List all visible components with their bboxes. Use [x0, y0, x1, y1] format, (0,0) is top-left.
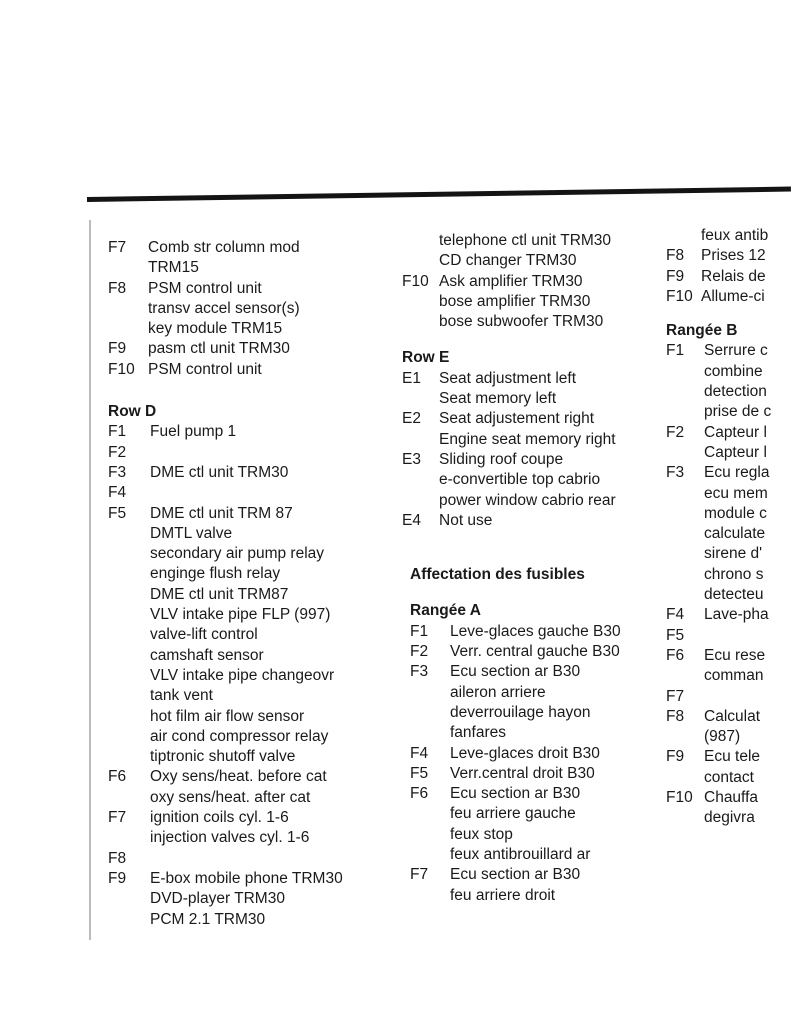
- fuse-list: [402, 369, 652, 531]
- fuse-description-line: aileron arriere: [450, 683, 546, 701]
- fuse-description: [701, 226, 768, 246]
- fuse-entry: [108, 849, 388, 869]
- fuse-description-line: fanfares: [450, 724, 507, 742]
- fuse-code: F10: [402, 272, 429, 290]
- fuse-description-line: sirene d': [704, 545, 763, 563]
- fuse-code: F5: [108, 504, 127, 522]
- fuse-code: [666, 226, 701, 246]
- fuse-description-line: feu arriere droit: [450, 886, 556, 904]
- fuse-description-line: Not use: [439, 511, 493, 529]
- fuse-description-line: Leve-glaces gauche B30: [450, 622, 621, 640]
- fuse-description-line: PCM 2.1 TRM30: [150, 910, 266, 928]
- fuse-description-line: Serrure c: [704, 342, 768, 360]
- fuse-description-line: Verr. central gauche B30: [450, 643, 620, 661]
- fuse-description-line: Ecu rese: [704, 646, 766, 664]
- fuse-description: [701, 246, 766, 266]
- fuse-description-line: PSM control unit: [148, 279, 262, 297]
- row-heading: Row E: [402, 349, 450, 367]
- fuse-description-line: bose amplifier TRM30: [439, 292, 591, 310]
- fuse-code: F5: [410, 764, 429, 782]
- fuse-description-line: Ecu section ar B30: [450, 785, 581, 803]
- fuse-description-line: oxy sens/heat. after cat: [150, 788, 311, 806]
- fuse-entry: [402, 272, 652, 333]
- fuse-description-line: Seat adjustment left: [439, 369, 576, 387]
- fuse-code: F4: [666, 606, 685, 624]
- fuse-description-line: injection valves cyl. 1-6: [150, 829, 310, 847]
- fuse-description-line: telephone ctl unit TRM30: [439, 232, 612, 249]
- fuse-description-line: DME ctl unit TRM87: [150, 585, 289, 603]
- fuse-code: F10: [666, 287, 693, 305]
- fuse-entry: [666, 267, 791, 287]
- fuse-description: [701, 267, 766, 287]
- fuse-description-line: Ecu section ar B30: [450, 663, 581, 681]
- fuse-description: [450, 784, 590, 865]
- fuse-description: [150, 463, 288, 483]
- fuse-entry: [410, 622, 652, 642]
- fuse-description: [450, 764, 595, 784]
- fuse-code: F3: [666, 464, 685, 482]
- fuse-code: F1: [666, 342, 685, 360]
- fuse-code: F8: [666, 247, 685, 265]
- fuse-description-line: Calculat: [704, 707, 760, 725]
- fuse-description: [150, 767, 327, 808]
- fuse-description: [148, 238, 300, 279]
- fuse-description-line: tank vent: [150, 687, 213, 705]
- fuse-entry: [108, 463, 388, 483]
- fuse-description: [150, 504, 334, 768]
- fuse-description-line: air cond compressor relay: [150, 727, 329, 745]
- fuse-description-line: VLV intake pipe FLP (997): [150, 606, 331, 624]
- fuse-description-line: calculate: [704, 525, 766, 543]
- fuse-description: [701, 287, 765, 307]
- fuse-code: E1: [402, 369, 421, 387]
- fuse-entry: [108, 443, 388, 463]
- fuse-description-line: Engine seat memory right: [439, 430, 616, 448]
- fuse-list: [410, 622, 652, 906]
- fuse-entry: [402, 231, 652, 272]
- fuse-description-line: detecteu: [704, 586, 764, 604]
- fuse-description: [148, 339, 290, 359]
- fuse-description: [450, 622, 621, 642]
- fuse-description-line: ecu mem: [704, 484, 768, 502]
- fuse-description-line: feux antibrouillard ar: [450, 846, 591, 864]
- fuse-description-line: Ecu tele: [704, 748, 761, 766]
- fuse-description-line: degivra: [704, 809, 755, 827]
- fuse-entry: [666, 341, 791, 422]
- fuse-description-line: Ecu regla: [704, 464, 770, 482]
- fuse-description-line: E-box mobile phone TRM30: [150, 869, 343, 887]
- fuse-code: F6: [410, 785, 429, 803]
- fuse-description-line: tiptronic shutoff valve: [150, 748, 296, 766]
- fuse-description: [439, 231, 611, 272]
- fuse-code: F9: [108, 340, 127, 358]
- fuse-description-line: detection: [704, 383, 767, 401]
- fuse-description: [148, 360, 262, 380]
- fuse-description-line: Sliding roof coupe: [439, 450, 564, 468]
- fuse-description: [439, 511, 492, 531]
- fuse-entry: [666, 747, 791, 788]
- fuse-description-line: module c: [704, 504, 767, 522]
- fuse-description-line: feux stop: [450, 825, 513, 843]
- fuse-description: [450, 642, 620, 662]
- fuse-entry: [108, 279, 388, 340]
- fuse-description-line: PSM control unit: [148, 360, 262, 378]
- fuse-entry: [108, 339, 388, 359]
- fuse-description-line: Chauffa: [704, 789, 759, 807]
- fuse-code: F8: [108, 279, 127, 297]
- fuse-code: F1: [410, 622, 429, 640]
- fuse-description-line: bose subwoofer TRM30: [439, 313, 604, 331]
- fuse-entry: [666, 605, 791, 625]
- fuse-column-2: [402, 231, 652, 906]
- fuse-description-line: DME ctl unit TRM 87: [150, 504, 293, 522]
- fuse-description-line: TRM15: [148, 259, 199, 277]
- fuse-code: F10: [108, 360, 135, 378]
- fuse-entry: [666, 463, 791, 605]
- fuse-description-line: Comb str column mod: [148, 239, 300, 256]
- fuse-description-line: e-convertible top cabrio: [439, 471, 601, 489]
- fuse-code: E3: [402, 450, 421, 468]
- fuse-description-line: DMTL valve: [150, 524, 233, 542]
- fuse-entry: [108, 869, 388, 930]
- fuse-list: [666, 226, 791, 307]
- fuse-description-line: comman: [704, 667, 764, 685]
- fuse-code: F4: [410, 744, 429, 762]
- fuse-description-line: Seat memory left: [439, 390, 557, 408]
- fuse-entry: [410, 642, 652, 662]
- fuse-description: [704, 646, 765, 687]
- row-heading: Rangée B: [666, 322, 738, 340]
- fuse-description: [439, 409, 616, 450]
- fuse-description-line: Ecu section ar B30: [450, 866, 581, 884]
- fuse-code: F6: [666, 646, 685, 664]
- fuse-description: [150, 869, 343, 930]
- fuse-code: F4: [108, 484, 127, 502]
- fuse-description: [150, 422, 236, 442]
- fuse-description-line: feux antib: [701, 227, 769, 244]
- fuse-description: [704, 605, 769, 625]
- fuse-description-line: Prises 12: [701, 247, 766, 265]
- fuse-description-line: valve-lift control: [150, 626, 258, 644]
- fuse-description-line: secondary air pump relay: [150, 545, 325, 563]
- fuse-description-line: chrono s: [704, 565, 764, 583]
- fuse-description-line: combine: [704, 362, 763, 380]
- fuse-description: [704, 423, 767, 464]
- fuse-description-line: Leve-glaces droit B30: [450, 744, 600, 762]
- fuse-description-line: CD changer TRM30: [439, 252, 577, 270]
- fuse-entry: [402, 409, 652, 450]
- fuse-entry: [410, 865, 652, 906]
- fuse-description: [148, 279, 300, 340]
- fuse-description-line: VLV intake pipe changeovr: [150, 666, 335, 684]
- fuse-code: E4: [402, 511, 421, 529]
- fuse-description-line: DVD-player TRM30: [150, 890, 285, 908]
- row-heading: Rangée A: [410, 602, 481, 620]
- fuse-code: F9: [108, 869, 127, 887]
- fuse-code: E2: [402, 410, 421, 428]
- fuse-code: F5: [666, 626, 685, 644]
- fuse-code: F8: [666, 707, 685, 725]
- fuse-description: [450, 744, 600, 764]
- fuse-list: [402, 231, 652, 332]
- fuse-code: F7: [108, 809, 127, 827]
- fuse-entry: [108, 360, 388, 380]
- fuse-entry: [108, 808, 388, 849]
- fuse-description-line: Verr.central droit B30: [450, 764, 595, 782]
- fuse-description-line: ignition coils cyl. 1-6: [150, 809, 289, 827]
- fuse-code: F2: [108, 443, 127, 461]
- fuse-code: F10: [666, 789, 693, 807]
- fuse-description-line: transv accel sensor(s): [148, 299, 300, 317]
- fuse-code: F6: [108, 768, 127, 786]
- fuse-code: F7: [666, 687, 685, 705]
- fuse-entry: [402, 369, 652, 410]
- fuse-description: [704, 747, 760, 788]
- section-title: Affectation des fusibles: [410, 566, 585, 584]
- fuse-code: F3: [410, 663, 429, 681]
- fuse-description: [439, 369, 576, 410]
- fuse-description-line: feu arriere gauche: [450, 805, 576, 823]
- fuse-column-1: [108, 238, 388, 930]
- fuse-description: [704, 463, 769, 605]
- fuse-entry: [410, 744, 652, 764]
- fuse-list: [666, 341, 791, 828]
- fuse-description-line: power window cabrio rear: [439, 491, 616, 509]
- fuse-description-line: Capteur l: [704, 443, 767, 461]
- fuse-code: F7: [108, 239, 127, 256]
- fuse-code: [402, 231, 439, 272]
- fuse-description-line: (987): [704, 728, 741, 746]
- page-left-edge: [89, 220, 91, 940]
- fuse-entry: [108, 504, 388, 768]
- fuse-code: F1: [108, 423, 127, 441]
- fuse-entry: [410, 784, 652, 865]
- fuse-description-line: Ask amplifier TRM30: [439, 272, 583, 290]
- fuse-description: [704, 788, 758, 829]
- fuse-description-line: hot film air flow sensor: [150, 707, 305, 725]
- fuse-code: F8: [108, 849, 127, 867]
- fuse-description: [450, 865, 580, 906]
- fuse-code: F9: [666, 267, 685, 285]
- fuse-code: F3: [108, 463, 127, 481]
- fuse-entry: [402, 511, 652, 531]
- fuse-entry: [108, 767, 388, 808]
- fuse-entry: [666, 687, 791, 707]
- fuse-entry: [666, 226, 791, 246]
- fuse-description: [450, 662, 590, 743]
- fuse-entry: [666, 246, 791, 266]
- row-heading: Row D: [108, 403, 157, 421]
- fuse-description-line: key module TRM15: [148, 320, 283, 338]
- fuse-description-line: enginge flush relay: [150, 565, 281, 583]
- fuse-description: [704, 707, 760, 748]
- fuse-entry: [410, 662, 652, 743]
- fuse-description-line: Allume-ci: [701, 287, 765, 305]
- fuse-code: F2: [666, 423, 685, 441]
- fuse-list: [108, 238, 388, 380]
- fuse-description-line: deverrouilage hayon: [450, 703, 591, 721]
- fuse-column-3: [666, 226, 791, 829]
- fuse-description-line: Lave-pha: [704, 606, 769, 624]
- fuse-description: [439, 272, 603, 333]
- fuse-code: F9: [666, 748, 685, 766]
- fuse-description: [439, 450, 616, 511]
- fuse-description-line: camshaft sensor: [150, 646, 264, 664]
- fuse-description: [704, 341, 771, 422]
- fuse-entry: [666, 626, 791, 646]
- fuse-code: F2: [410, 643, 429, 661]
- fuse-entry: [666, 707, 791, 748]
- fuse-description-line: Capteur l: [704, 423, 767, 441]
- fuse-description-line: Seat adjustement right: [439, 410, 595, 428]
- fuse-entry: [666, 788, 791, 829]
- fuse-entry: [108, 483, 388, 503]
- fuse-code: F7: [410, 866, 429, 884]
- fuse-entry: [410, 764, 652, 784]
- fuse-description-line: Oxy sens/heat. before cat: [150, 768, 327, 786]
- fuse-entry: [108, 238, 388, 279]
- fuse-description: [150, 808, 309, 849]
- fuse-entry: [108, 422, 388, 442]
- fuse-entry: [666, 287, 791, 307]
- fuse-list: [108, 422, 388, 929]
- fuse-description-line: pasm ctl unit TRM30: [148, 340, 290, 358]
- fuse-description-line: DME ctl unit TRM30: [150, 463, 289, 481]
- fuse-entry: [666, 646, 791, 687]
- fuse-entry: [402, 450, 652, 511]
- fuse-description-line: prise de c: [704, 403, 772, 421]
- fuse-entry: [666, 423, 791, 464]
- fuse-description-line: Relais de: [701, 267, 766, 285]
- page-top-rule: [87, 187, 791, 202]
- fuse-description-line: Fuel pump 1: [150, 423, 237, 441]
- fuse-description-line: contact: [704, 768, 754, 786]
